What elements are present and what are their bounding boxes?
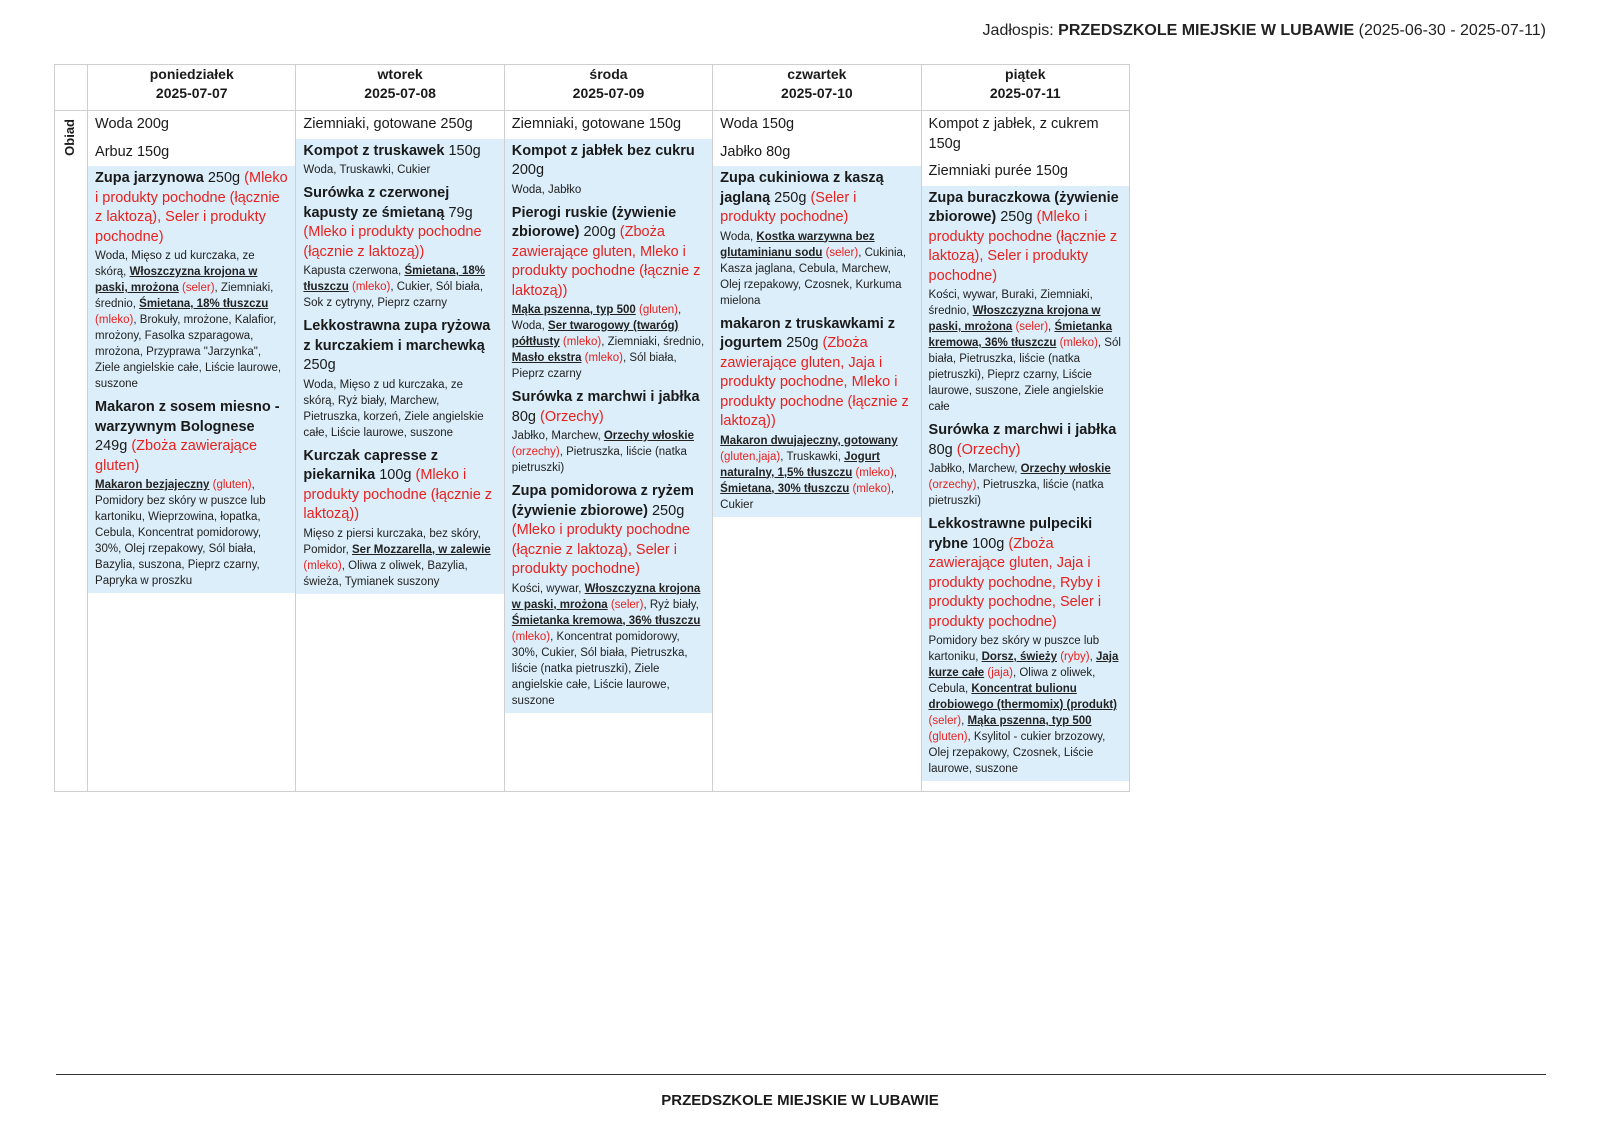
dish-name: makaron z truskawkami z jogurtem [720,315,896,351]
dish-name: Zupa cukiniowa z kaszą jaglaną [720,170,884,206]
cell-monday [88,111,296,792]
header-school: PRZEDSZKOLE MIEJSKIE W LUBAWIE [1058,22,1355,39]
dish-simple: Arbuz 150g [95,143,170,160]
dish-name: Makaron z sosem miesno - warzywnym Bolognese [95,399,280,435]
menu-table [54,64,1130,792]
dish-ingredients: Kości, wywar, Włoszczyzna krojona w paski, mrożona (seler), Ryż biały, Śmietanka kremowa, 36% tłuszczu (mleko), Koncentrat pomidorowy, 30%, Cukier, Sól biała, Pietruszka, liście (natka pietruszki), Ziele angielskie całe, Liście laurowe, suszone [511,582,701,707]
dish-ingredients: Mięso z piersi kurczaka, bez skóry, Pomidor, Ser Mozzarella, w zalewie (mleko), Oliwa z oliwek, Bazylia, świeża, Tymianek suszony [303,527,491,588]
dish-allergen: (Mleko i produkty pochodne (łącznie z laktozą), Seler i produkty pochodne) [928,209,1118,284]
dish-ingredients: Makaron bezjajeczny (gluten), Pomidory bez skóry w puszce lub kartoniku, Wieprzowina, łopatka, Cebula, Koncentrat pomidorowy, 30%, Olej rzepakowy, Sól biała, Bazylia, suszona, Pieprz czarny, Papryka w proszku [95,479,266,587]
dish-simple: Ziemniaki, gotowane 250g [303,116,473,132]
day-header-row [55,65,1130,111]
dish-qty: 79g [444,204,473,221]
dish-simple: Woda 200g [95,116,169,132]
dish-qty: 250g [782,335,823,351]
meal-label: Obiad [62,119,77,156]
day-header-friday: piątek 2025-07-11 [921,65,1129,111]
dish-name: Lekkostrawne pulpeciki rybne [928,516,1093,552]
dish-ingredients: Jabłko, Marchew, Orzechy włoskie (orzechy), Pietruszka, liście (natka pietruszki) [511,430,694,474]
dish-ingredients: Woda, Jabłko [511,183,582,196]
dish-qty: 250g [303,357,336,373]
header-period: (2025-06-30 - 2025-07-11) [1358,22,1546,39]
day-header-monday: poniedziałek 2025-07-07 [88,65,296,111]
meal-label-cell [55,111,88,792]
dish-allergen: (Zboża zawierające gluten, Mleko i produkty pochodne (łącznie z laktozą)) [511,224,701,299]
dish-qty: 249g [95,438,132,454]
dish-qty: 250g [203,170,245,186]
day-header-tuesday: wtorek 2025-07-08 [296,65,504,111]
dish-qty: 80g [511,408,541,425]
footer-divider [56,1074,1546,1075]
day-header-thursday: czwartek 2025-07-10 [713,65,921,111]
dish-ingredients: Woda, Mięso z ud kurczaka, ze skórą, Włoszczyzna krojona w paski, mrożona (seler), Ziemniaki, średnio, Śmietana, 18% tłuszczu (mleko), Brokuły, mrożone, Kalafior, mrożony, Fasolka szparagowa, mrożona, Przyprawa "Jarzynka", Ziele angielskie całe, Liście laurowe, suszone [95,250,282,390]
dish-allergen: (Zboża zawierające gluten, Jaja i produkty pochodne, Ryby i produkty pochodne, Seler i produkty pochodne) [928,535,1102,630]
dish-allergen: (Zboża zawierające gluten, Jaja i produkty pochodne, Mleko i produkty pochodne (łącznie z laktozą)) [720,335,909,429]
cell-thursday [713,111,921,792]
dish-qty: 200g [579,224,620,240]
dish-ingredients: Makaron dwujajeczny, gotowany (gluten,jaja), Truskawki, Jogurt naturalny, 1,5% tłuszczu (mleko), Śmietana, 30% tłuszczu (mleko), Cukier [720,434,898,511]
dish-ingredients: Woda, Kostka warzywna bez glutaminianu sodu (seler), Cukinia, Kasza jaglana, Cebula, Marchew, Olej rzepakowy, Czosnek, Kurkuma mielona [720,230,907,307]
dish-allergen: (Mleko i produkty pochodne (łącznie z laktozą)) [303,224,482,260]
cell-friday [921,111,1129,792]
dish-name: Surówka z marchwi i jabłka [928,422,1117,438]
meal-row-obiad [55,111,1130,792]
dish-qty: 250g [996,209,1037,225]
dish-name: Lekkostrawna zupa ryżowa z kurczakiem i marchewką [303,318,491,354]
dish-name: Surówka z marchwi i jabłka [511,389,700,405]
dish-allergen: (Seler i produkty pochodne) [720,189,857,225]
cell-wednesday [504,111,712,792]
dish-simple: Woda 150g [720,116,795,132]
dish-item [505,139,712,713]
dish-name: Zupa buraczkowa (żywienie zbiorowe) [928,189,1119,225]
header-prefix: Jadłospis: [982,22,1054,39]
dish-name: Kompot z truskawek [303,142,445,159]
dish-ingredients: Woda, Mięso z ud kurczaka, ze skórą, Ryż biały, Marchew, Pietruszka, korzeń, Ziele angielskie całe, Liście laurowe, suszone [303,378,484,439]
dish-simple: Ziemniaki purée 150g [928,163,1068,179]
dish-allergen: (Mleko i produkty pochodne (łącznie z laktozą)) [303,467,493,522]
dish-simple: Ziemniaki, gotowane 150g [511,116,682,132]
dish-name: Kurczak capresse z piekarnika [303,447,439,483]
dish-ingredients: Kapusta czerwona, Śmietana, 18% tłuszczu (mleko), Cukier, Sól biała, Sok z cytryny, Pieprz czarny [303,265,485,309]
dish-name: Zupa jarzynowa [95,170,204,186]
cell-tuesday [296,111,504,792]
dish-qty: 250g [770,189,811,206]
dish-qty: 100g [968,535,1009,552]
dish-allergen: (Zboża zawierające gluten) [95,438,258,474]
dish-simple: Jabłko 80g [720,143,791,160]
dish-item [713,166,920,517]
dish-qty: 200g [511,162,545,178]
dish-ingredients: Kości, wywar, Buraki, Ziemniaki, średnio, Włoszczyzna krojona w paski, mrożona (seler), Śmietanka kremowa, 36% tłuszczu (mleko), Sól biała, Pietruszka, liście (natka pietruszki), Pieprz czarny, Liście laurowe, suszone, Ziele angielskie całe [928,289,1121,413]
dish-allergen: (Orzechy) [956,441,1021,458]
dish-allergen: (Mleko i produkty pochodne (łącznie z laktozą), Seler i produkty pochodne) [95,170,288,245]
dish-allergen: (Mleko i produkty pochodne (łącznie z laktozą), Seler i produkty pochodne) [511,522,690,577]
dish-simple: Kompot z jabłek, z cukrem 150g [928,116,1099,152]
dish-allergen: (Orzechy) [540,408,604,425]
dish-item [922,186,1129,782]
day-header-wednesday: środa 2025-07-09 [504,65,712,111]
dish-ingredients: Mąka pszenna, typ 500 (gluten), Woda, Ser twarogowy (twaróg) półtłusty (mleko), Ziemniaki, średnio, Masło ekstra (mleko), Sól biała, Pieprz czarny [511,304,705,380]
dish-ingredients: Jabłko, Marchew, Orzechy włoskie (orzechy), Pietruszka, liście (natka pietruszki) [928,463,1111,507]
dish-ingredients: Pomidory bez skóry w puszce lub kartoniku, Dorsz, świeży (ryby), Jaja kurze całe (jaja), Oliwa z oliwek, Cebula, Koncentrat bulionu drobiowego (thermomix) (produkt) (seler), Mąka pszenna, typ 500 (gluten), Ksylitol - cukier brzozowy, Olej rzepakowy, Czosnek, Liście laurowe, suszone [928,635,1119,775]
dish-qty: 80g [928,441,957,458]
dish-name: Zupa pomidorowa z ryżem (żywienie zbiorowe) [511,483,694,519]
dish-name: Kompot z jabłek bez cukru [511,142,695,159]
page-header [983,22,1546,40]
corner-cell [55,65,88,111]
footer-title: PRZEDSZKOLE MIEJSKIE W LUBAWIE [661,1092,939,1109]
dish-item [296,139,503,594]
dish-qty: 100g [375,467,416,483]
dish-name: Pierogi ruskie (żywienie zbiorowe) [511,204,677,240]
dish-qty: 150g [444,142,481,159]
dish-qty: 250g [647,502,685,519]
dish-item [88,166,295,593]
dish-name: Surówka z czerwonej kapusty ze śmietaną [303,185,450,221]
dish-ingredients: Woda, Truskawki, Cukier [303,164,431,176]
